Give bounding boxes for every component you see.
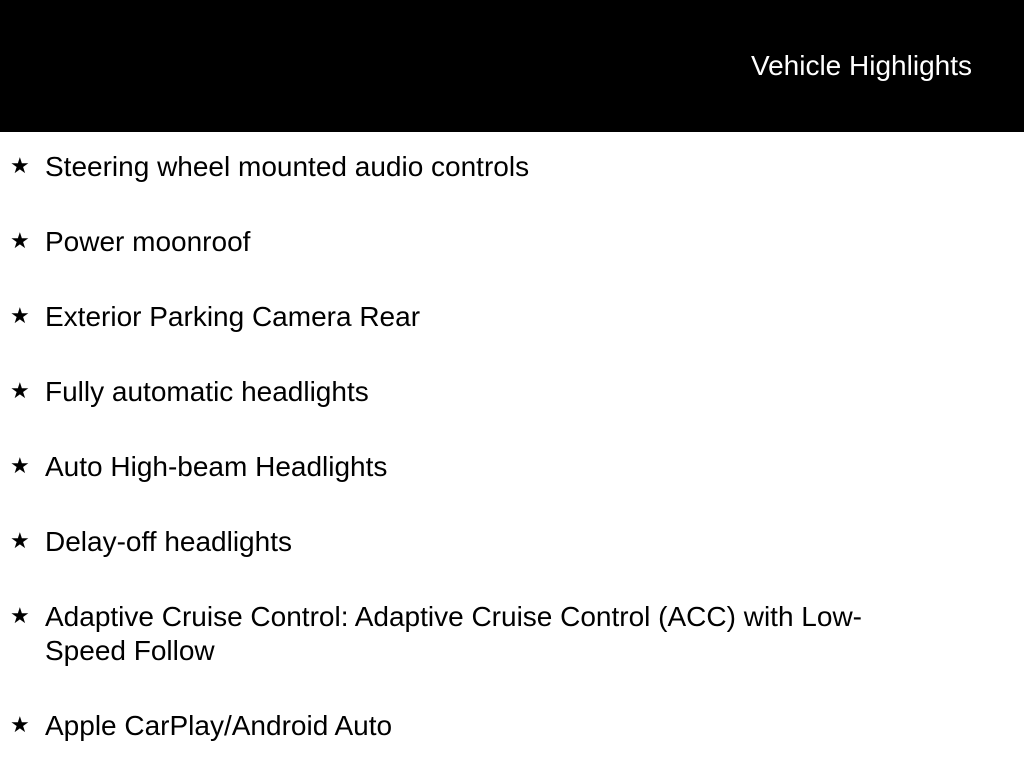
highlight-text: Adaptive Cruise Control: Adaptive Cruise Control (ACC) with Low-Speed Follow: [45, 601, 862, 666]
list-item: [0, 525, 1024, 559]
highlight-text: Fully automatic headlights: [45, 376, 369, 407]
list-item: [0, 225, 1024, 259]
star-icon: ★: [10, 153, 30, 178]
star-icon: ★: [10, 453, 30, 478]
star-icon: ★: [10, 603, 30, 628]
star-icon: ★: [10, 228, 30, 253]
highlight-text: Apple CarPlay/Android Auto: [45, 710, 393, 741]
star-icon: ★: [10, 378, 30, 403]
list-item: [0, 150, 1024, 184]
list-item: [0, 300, 1024, 334]
list-item: [0, 450, 1024, 484]
vehicle-highlights-list: [0, 150, 1024, 784]
list-item: [0, 375, 1024, 409]
highlight-text: Auto High-beam Headlights: [45, 451, 388, 482]
star-icon: ★: [10, 528, 30, 553]
header-bar: [0, 0, 1024, 132]
list-item: [0, 600, 1024, 668]
highlight-text: Exterior Parking Camera Rear: [45, 301, 421, 332]
list-item: [0, 709, 1024, 743]
star-icon: ★: [10, 303, 30, 328]
highlight-text: Delay-off headlights: [45, 526, 292, 557]
star-icon: ★: [10, 712, 30, 737]
highlight-text: Power moonroof: [45, 226, 251, 257]
highlight-text: Steering wheel mounted audio controls: [45, 151, 530, 182]
page-title: Vehicle Highlights: [750, 50, 972, 81]
